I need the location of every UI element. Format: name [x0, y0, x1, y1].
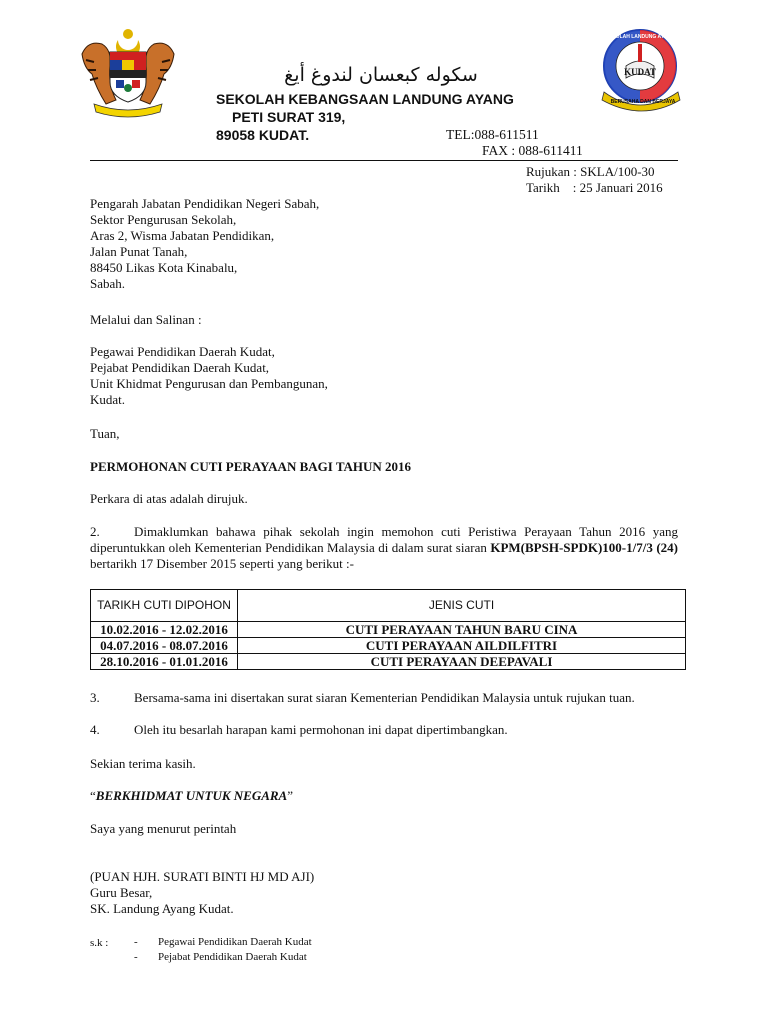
recipient-address	[90, 196, 319, 292]
table-cell-date: 04.07.2016 - 08.07.2016	[91, 638, 238, 654]
recipient-line: Jalan Punat Tanah,	[90, 244, 188, 259]
via-line: Pejabat Pendidikan Daerah Kudat,	[90, 360, 270, 375]
motto	[90, 788, 293, 804]
reference-statement: Perkara di atas adalah dirujuk.	[90, 491, 248, 506]
via-label: Melalui dan Salinan :	[90, 312, 202, 327]
recipient-line: 88450 Likas Kota Kinabalu,	[90, 260, 238, 275]
signatory-title: Guru Besar,	[90, 885, 153, 900]
paragraph-4: Oleh itu besarlah harapan kami permohonan ini dapat dipertimbangkan.	[134, 722, 508, 737]
letter-subject: PERMOHONAN CUTI PERAYAAN BAGI TAHUN 2016	[90, 459, 412, 474]
school-address-pobox: PETI SURAT 319,	[232, 109, 346, 125]
via-line: Unit Khidmat Pengurusan dan Pembangunan,	[90, 376, 328, 391]
recipient-line: Aras 2, Wisma Jabatan Pendidikan,	[90, 228, 275, 243]
table-header-type: JENIS CUTI	[238, 590, 686, 622]
cc-item-text: Pejabat Pendidikan Daerah Kudat	[158, 951, 307, 963]
paragraph-2-text: Dimaklumkan bahawa pihak sekolah ingin memohon cuti Peristiwa Perayaan Tahun 2016 yang diperuntukkan oleh Kementerian Pendidikan Malaysia di dalam surat siaran	[90, 524, 678, 555]
motto-text: BERKHIDMAT UNTUK NEGARA	[95, 788, 288, 803]
school-logo	[596, 26, 688, 112]
cc-item-text: Pegawai Pendidikan Daerah Kudat	[158, 936, 312, 948]
paragraph-2	[90, 524, 678, 572]
via-line: Pegawai Pendidikan Daerah Kudat,	[90, 344, 275, 359]
table-row	[91, 622, 686, 638]
table-header-date: TARIKH CUTI DIPOHON	[91, 590, 238, 622]
table-header-row	[91, 590, 686, 622]
recipient-line: Sektor Pengurusan Sekolah,	[90, 212, 237, 227]
motto-close-quote: ”	[287, 788, 293, 803]
list-item: - Pegawai Pendidikan Daerah Kudat	[134, 936, 312, 948]
school-logo-ribbon-text: BERUSAHA DAN BERJAYA	[610, 99, 676, 105]
paragraph-4-number: 4.	[90, 722, 100, 737]
circular-reference: KPM(BPSH-SPDK)100-1/7/3 (24)	[490, 540, 678, 555]
table-cell-date: 28.10.2016 - 01.01.2016	[91, 654, 238, 670]
jawi-school-name: سكوله كبعسان لندوغ أيغ	[284, 64, 478, 86]
reference-number: Rujukan : SKLA/100-30	[526, 164, 655, 179]
paragraph-3-number: 3.	[90, 690, 100, 705]
motto-open-quote: “	[90, 788, 96, 803]
list-item: - Pejabat Pendidikan Daerah Kudat	[134, 951, 307, 963]
coat-of-arms-logo	[76, 24, 180, 120]
reference-date: Tarikh : 25 Januari 2016	[526, 180, 663, 195]
school-logo-ring-text: SEKOLAH LANDUNG AYANG	[605, 34, 675, 40]
cc-list	[134, 935, 312, 965]
signatory-block	[90, 869, 314, 917]
signatory-school: SK. Landung Ayang Kudat.	[90, 901, 234, 916]
paragraph-3: Bersama-sama ini disertakan surat siaran Kementerian Pendidikan Malaysia untuk rujukan tuan.	[134, 690, 635, 705]
table-row	[91, 638, 686, 654]
paragraph-2-text-end: bertarikh 17 Disember 2015 seperti yang berikut :-	[90, 556, 354, 571]
school-fax: FAX : 088-611411	[482, 143, 583, 158]
header-divider	[90, 160, 678, 161]
school-telephone: TEL:088-611511	[446, 127, 539, 142]
cc-label: s.k :	[90, 937, 109, 949]
table-cell-type: CUTI PERAYAAN TAHUN BARU CINA	[238, 622, 686, 638]
table-cell-type: CUTI PERAYAAN AILDILFITRI	[238, 638, 686, 654]
table-cell-date: 10.02.2016 - 12.02.2016	[91, 622, 238, 638]
recipient-line: Pengarah Jabatan Pendidikan Negeri Sabah,	[90, 196, 320, 211]
salutation: Tuan,	[90, 426, 120, 441]
closing: Sekian terima kasih.	[90, 756, 196, 771]
obedience-line: Saya yang menurut perintah	[90, 821, 237, 836]
table-cell-type: CUTI PERAYAAN DEEPAVALI	[238, 654, 686, 670]
via-address	[90, 344, 328, 408]
school-address-postcode: 89058 KUDAT.	[216, 127, 310, 143]
school-logo-center-text: KUDAT	[624, 67, 656, 77]
holiday-table	[90, 589, 686, 670]
signatory-name: (PUAN HJH. SURATI BINTI HJ MD AJI)	[90, 869, 315, 884]
table-row	[91, 654, 686, 670]
recipient-line: Sabah.	[90, 276, 126, 291]
paragraph-2-number: 2.	[90, 524, 100, 539]
via-line: Kudat.	[90, 392, 126, 407]
school-name: SEKOLAH KEBANGSAAN LANDUNG AYANG	[216, 91, 514, 107]
